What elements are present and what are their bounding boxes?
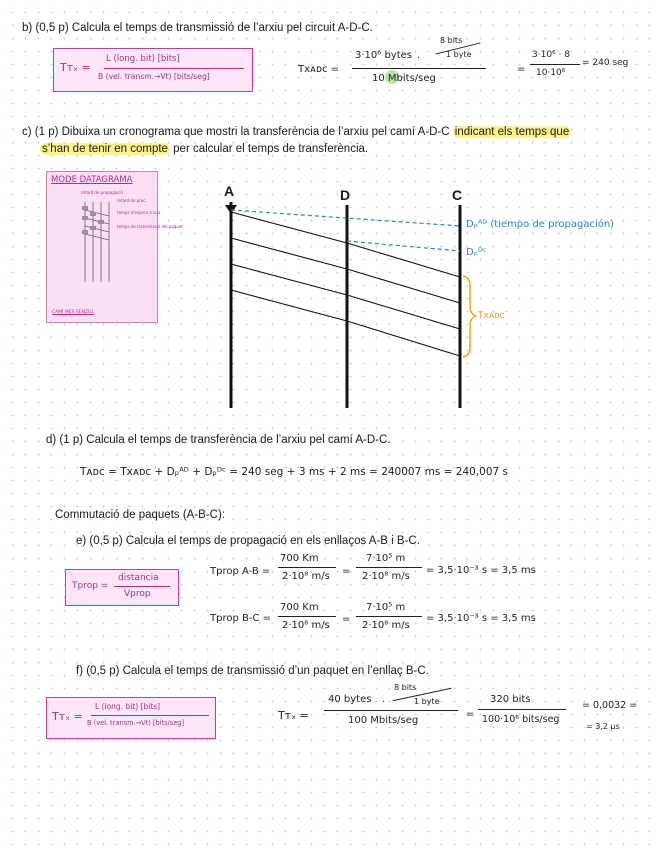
question-b: b) (0,5 p) Calcula el temps de transmissió de l’arxiu pel circuit A-D-C. (22, 22, 373, 34)
calc-e-bc-num2: 7·10⁵ m (366, 602, 406, 613)
calc-b-conv-num: 8 bits (440, 36, 463, 45)
node-c-label: C (452, 187, 463, 203)
calc-f-result2: = 3,2 µs (586, 722, 620, 731)
formula-box-f: Tᴛₓ = L (long. bit) [bits] B (vel. transm.→Vt) [bits/seg] (46, 697, 216, 739)
highlight-2: s’han de tenir en compte (42, 143, 168, 155)
calc-f-num: 40 bytes (328, 694, 372, 705)
calc-b-lhs: Txᴀᴅᴄ = (298, 64, 340, 75)
calc-f2-num: 320 bits (490, 694, 531, 705)
calc-b-den: 10 Mbits/seg (372, 73, 436, 84)
question-c-line1: c) (1 p) Dibuixa un cronograma que mostri la transferència de l’arxiu pel camí A-D-C indicant els temps que (22, 126, 570, 138)
calc-b-result: = 240 seg (582, 58, 629, 68)
calc-b-conv-den: 1 byte (446, 50, 472, 59)
datagram-thumbnail: MODE DATAGRAMA retard de propagació retard de proc. temps d'espera a cua temps de transmissió del paquet CAMÍ MÉS SENZILL (46, 171, 158, 323)
calc-b2-num: 3·10⁶ · 8 (532, 50, 570, 60)
formula-b-den: B (vel. transm.→Vt) [bits/seg] (98, 72, 210, 81)
calc-e-ab-den: 2·10⁸ m/s (282, 571, 330, 582)
label-prop-dc: Dₚᴰᶜ (466, 247, 487, 258)
calc-f2-den: 100·10⁶ bits/seg (482, 714, 560, 725)
calc-f-lhs: Tᴛₓ = (278, 709, 309, 722)
calc-b-eq: = (517, 64, 526, 75)
calc-e-ab-num2: 7·10⁵ m (366, 553, 406, 564)
thumb-foot: CAMÍ MÉS SENZILL (52, 310, 95, 315)
formula-box-e: Tprop = distancia Vprop (65, 569, 179, 606)
calc-f-conv-num: 8 bits (394, 683, 417, 692)
question-d: d) (1 p) Calcula el temps de transferència de l’arxiu pel camí A-D-C. (46, 434, 391, 446)
calc-e-ab-lhs: Tprop A-B = (210, 566, 271, 577)
calc-e-ab-res: = 3,5·10⁻³ s = 3,5 ms (426, 565, 536, 576)
calc-e-bc-den: 2·10⁸ m/s (282, 620, 330, 631)
highlight-1: indicant els temps que (454, 126, 570, 138)
calc-e-bc-den2: 2·10⁸ m/s (362, 620, 410, 631)
calc-f-result: = 0,0032 = (582, 700, 638, 711)
question-c-line2: s’han de tenir en compte per calcular el temps de transferència. (42, 143, 369, 155)
calc-f-den: 100 Mbits/seg (348, 715, 419, 726)
calc-e-ab-den2: 2·10⁸ m/s (362, 571, 410, 582)
calc-e-bc-lhs: Tprop B-C = (210, 613, 272, 624)
calc-e-bc-num: 700 Km (280, 602, 319, 613)
question-e: e) (0,5 p) Calcula el temps de propagació en els enllaços A-B i B-C. (76, 535, 420, 547)
question-f: f) (0,5 p) Calcula el temps de transmissió d’un paquet en l’enllaç B-C. (76, 665, 429, 677)
thumb-title: MODE DATAGRAMA (51, 175, 133, 185)
calc-e-bc-res: = 3,5·10⁻³ s = 3,5 ms (426, 613, 536, 624)
node-a-label: A (224, 183, 235, 199)
packet-heading: Commutació de paquets (A-B-C): (55, 509, 226, 521)
label-prop-ad: Dₚᴬᴰ (tiempo de propagación) (466, 219, 615, 230)
calc-d: Tᴀᴅᴄ = Txᴀᴅᴄ + Dₚᴬᴰ + Dₚᴰᶜ = 240 seg + 3 ms + 2 ms = 240007 ms = 240,007 s (80, 466, 509, 478)
node-d-label: D (340, 187, 351, 203)
formula-b-num: L (long. bit) [bits] (106, 54, 180, 64)
calc-b2-den: 10·10⁶ (536, 68, 566, 78)
transmission-brace (463, 276, 476, 357)
calc-f-conv-den: 1 byte (414, 697, 440, 706)
formula-b-lhs: Tᴛₓ = (60, 61, 91, 74)
calc-e-ab-num: 700 Km (280, 553, 319, 564)
label-tx: Txᴀᴅᴄ (478, 311, 505, 321)
prop-line-dc (347, 241, 460, 251)
calc-b-num: 3·10⁶ bytes (355, 50, 413, 61)
